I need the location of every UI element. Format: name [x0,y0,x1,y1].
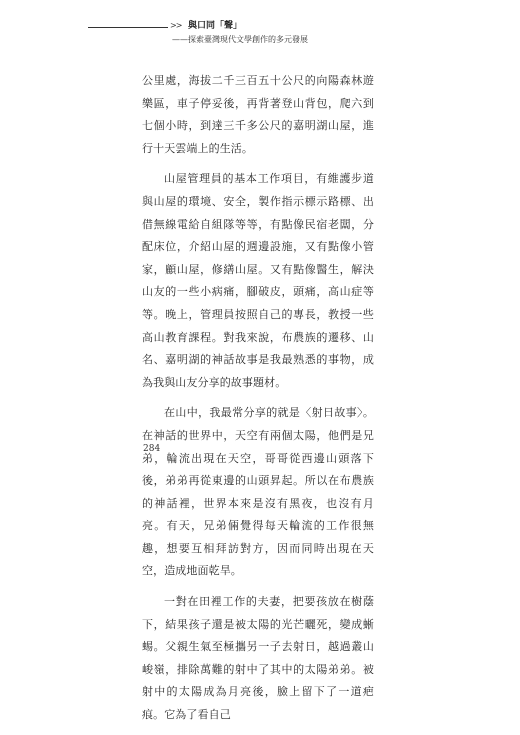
header-title: 與口同「聲」 [188,21,243,31]
body-text [142,70,374,735]
paragraph: 一對在田裡工作的夫妻，把要孩放在樹蔭下，結果孩子還是被太陽的光芒曬死，變成蜥蜴。父親生氣至極攜另一子去射日，越過叢山峻嶺，排除萬難的射中了其中的太陽弟弟。被射中的太陽成為月亮後，臉上留下了一道疤痕。它為了看自己 [142,595,374,722]
header-rule [88,27,168,28]
paragraph: 在山中，我最常分享的就是〈射日故事〉。在神話的世界中，天空有兩個太陽，他們是兄弟，輪流出現在天空，哥哥從西邊山頭落下後，弟弟再從東邊的山頭昇起。所以在布農族的神話裡，世界本來是沒有黑夜，也沒有月亮。有天，兄弟倆覺得每天輪流的工作很無趣，想要互相拜訪對方，因而同時出現在天空，造成地面乾旱。 [142,406,374,578]
paragraph: 公里處，海拔二千三百五十公尺的向陽森林遊樂區，車子停妥後，再背著登山背包，爬六到七個小時，到達三千多公尺的嘉明湖山屋，進行十天雲端上的生活。 [142,74,374,155]
paragraph: 山屋管理員的基本工作項目，有維護步道與山屋的環境、安全，製作指示標示路標、出借無線電給自組隊等等，有點像民宿老闆，分配床位，介紹山屋的週邊設施，又有點像小管家，顧山屋，修繕山屋。又有點像醫生，解決山友的一些小病痛，腳破皮，頭痛，高山症等等。晚上，管理員按照自己的專長，教授一些高山教育課程。對我來說，布農族的遷移、山名、嘉明湖的神話故事是我最熟悉的事物，成為我與山友分享的故事題材。 [142,172,374,389]
header-arrow-icon: >> [170,21,182,30]
header-subtitle: ——探索臺灣現代文學創作的多元發展 [172,35,308,44]
page-number: 284 [143,444,161,454]
running-header [88,12,388,52]
